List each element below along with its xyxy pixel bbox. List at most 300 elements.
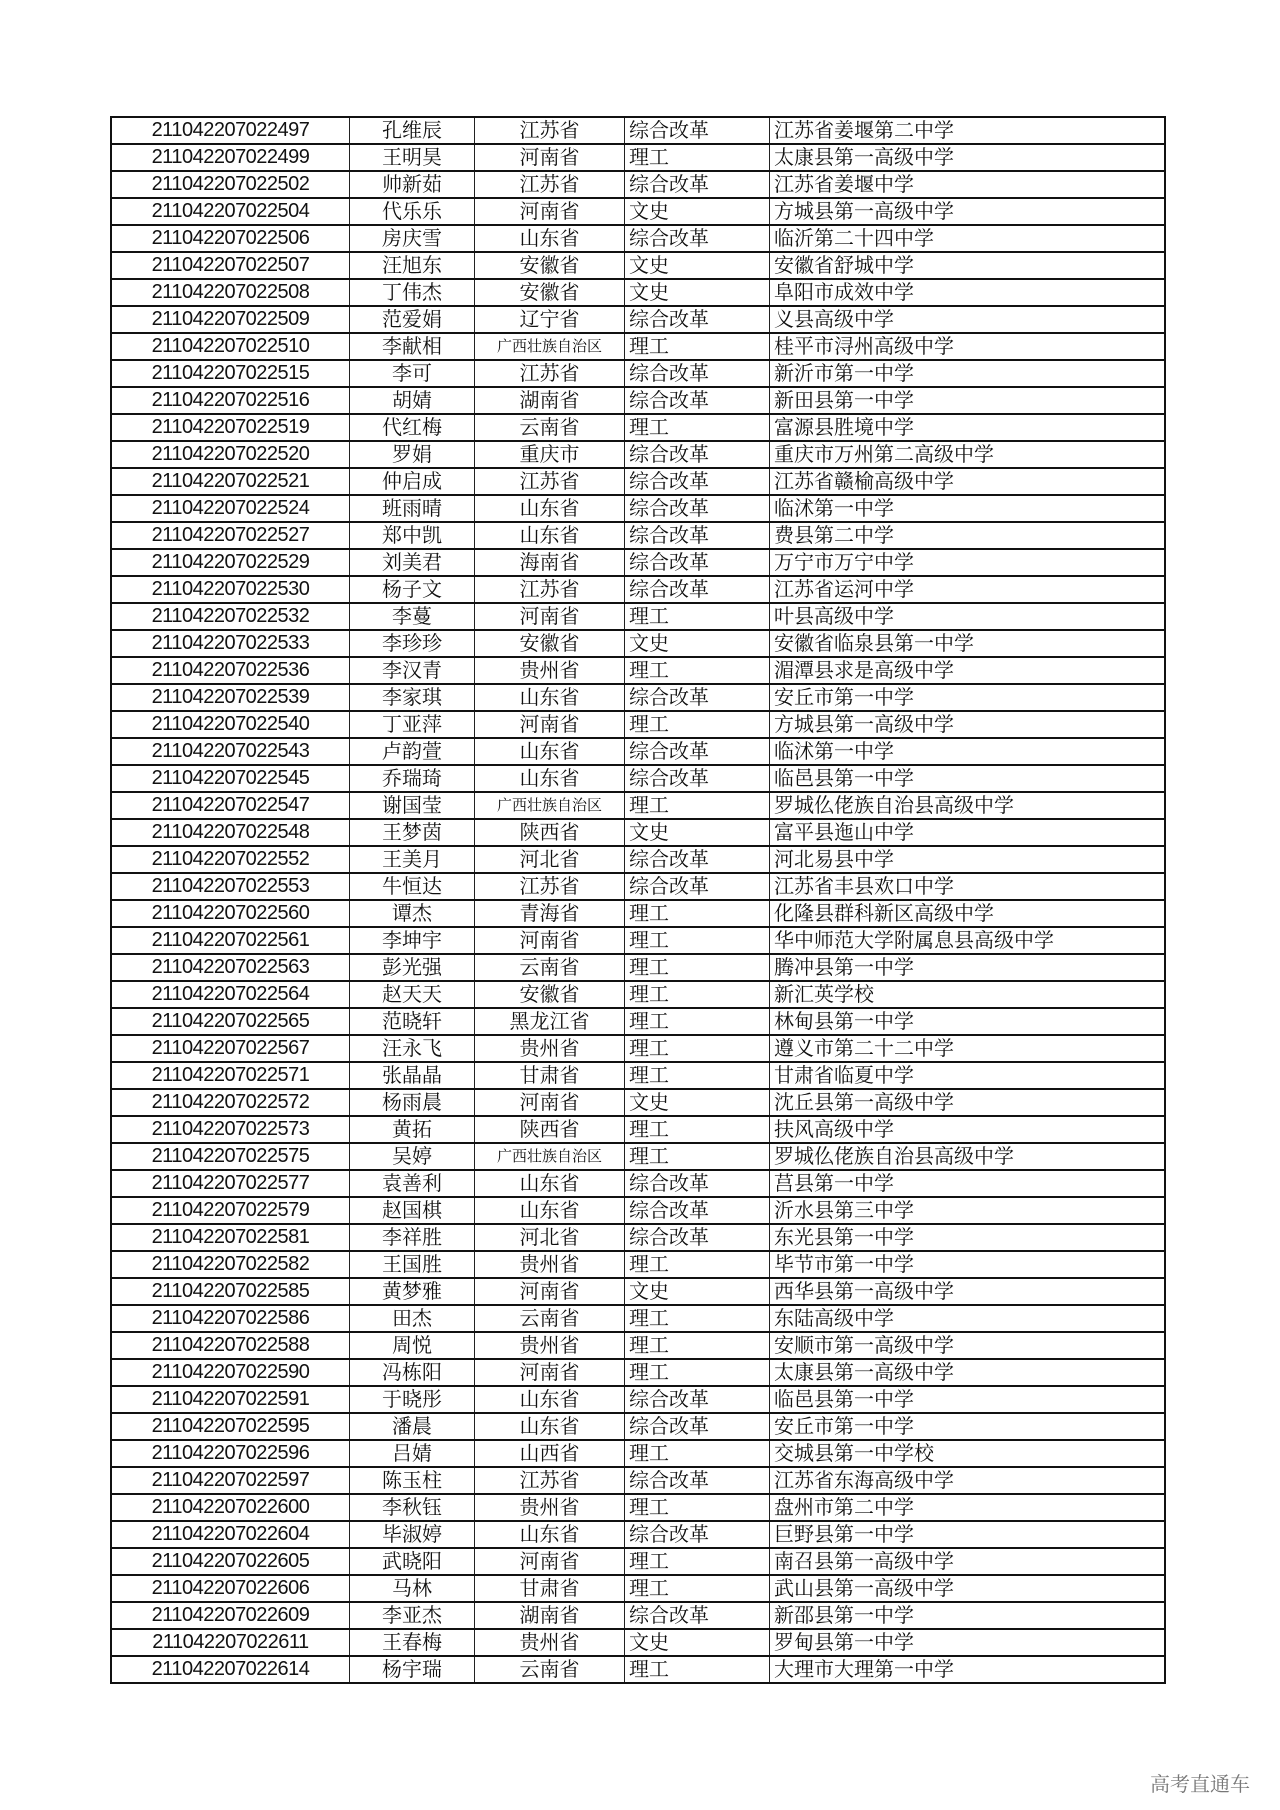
category-cell: 综合改革 (625, 1197, 770, 1224)
province-cell: 河南省 (475, 1548, 625, 1575)
province-cell: 安徽省 (475, 252, 625, 279)
table-row (111, 981, 1165, 1008)
table-row (111, 1278, 1165, 1305)
category-cell: 综合改革 (625, 306, 770, 333)
category-cell: 理工 (625, 1332, 770, 1359)
table-row (111, 441, 1165, 468)
table-row (111, 198, 1165, 225)
school-cell: 万宁市万宁中学 (770, 549, 1166, 576)
category-cell: 综合改革 (625, 441, 770, 468)
candidate-id-cell: 211042207022561 (111, 927, 350, 954)
student-name-cell: 代乐乐 (350, 198, 475, 225)
category-cell: 综合改革 (625, 684, 770, 711)
candidate-id-cell: 211042207022604 (111, 1521, 350, 1548)
table-row (111, 1170, 1165, 1197)
category-cell: 综合改革 (625, 1413, 770, 1440)
category-cell: 理工 (625, 981, 770, 1008)
student-name-cell: 杨雨晨 (350, 1089, 475, 1116)
province-cell: 江苏省 (475, 171, 625, 198)
table-row (111, 522, 1165, 549)
candidate-id-cell: 211042207022575 (111, 1143, 350, 1170)
school-cell: 安徽省临泉县第一中学 (770, 630, 1166, 657)
student-name-cell: 王梦茵 (350, 819, 475, 846)
school-cell: 江苏省姜堰第二中学 (770, 117, 1166, 144)
student-name-cell: 谢国莹 (350, 792, 475, 819)
table-row (111, 1062, 1165, 1089)
student-name-cell: 吕婧 (350, 1440, 475, 1467)
student-name-cell: 王明昊 (350, 144, 475, 171)
category-cell: 理工 (625, 1575, 770, 1602)
school-cell: 安顺市第一高级中学 (770, 1332, 1166, 1359)
student-name-cell: 汪永飞 (350, 1035, 475, 1062)
province-cell: 贵州省 (475, 1251, 625, 1278)
candidate-id-cell: 211042207022497 (111, 117, 350, 144)
category-cell: 理工 (625, 657, 770, 684)
table-row (111, 630, 1165, 657)
school-cell: 大理市大理第一中学 (770, 1656, 1166, 1683)
school-cell: 南召县第一高级中学 (770, 1548, 1166, 1575)
province-cell: 河南省 (475, 603, 625, 630)
school-cell: 富源县胜境中学 (770, 414, 1166, 441)
student-name-cell: 杨宇瑞 (350, 1656, 475, 1683)
candidate-id-cell: 211042207022586 (111, 1305, 350, 1332)
province-cell: 贵州省 (475, 1494, 625, 1521)
province-cell: 山东省 (475, 765, 625, 792)
province-cell: 山东省 (475, 1170, 625, 1197)
candidate-id-cell: 211042207022532 (111, 603, 350, 630)
candidate-id-cell: 211042207022509 (111, 306, 350, 333)
candidate-id-cell: 211042207022600 (111, 1494, 350, 1521)
school-cell: 太康县第一高级中学 (770, 1359, 1166, 1386)
table-row (111, 1035, 1165, 1062)
student-name-cell: 帅新茹 (350, 171, 475, 198)
category-cell: 综合改革 (625, 873, 770, 900)
school-cell: 江苏省东海高级中学 (770, 1467, 1166, 1494)
candidate-id-cell: 211042207022605 (111, 1548, 350, 1575)
student-name-cell: 潘晨 (350, 1413, 475, 1440)
candidate-id-cell: 211042207022545 (111, 765, 350, 792)
student-name-cell: 李蔓 (350, 603, 475, 630)
student-name-cell: 谭杰 (350, 900, 475, 927)
province-cell: 山东省 (475, 1413, 625, 1440)
student-name-cell: 黄拓 (350, 1116, 475, 1143)
candidate-id-cell: 211042207022533 (111, 630, 350, 657)
province-cell: 云南省 (475, 1656, 625, 1683)
student-name-cell: 冯栋阳 (350, 1359, 475, 1386)
school-cell: 东陆高级中学 (770, 1305, 1166, 1332)
school-cell: 临沭第一中学 (770, 495, 1166, 522)
category-cell: 综合改革 (625, 360, 770, 387)
candidate-id-cell: 211042207022543 (111, 738, 350, 765)
student-name-cell: 李坤宇 (350, 927, 475, 954)
candidate-id-cell: 211042207022540 (111, 711, 350, 738)
school-cell: 临邑县第一中学 (770, 765, 1166, 792)
school-cell: 盘州市第二中学 (770, 1494, 1166, 1521)
candidate-id-cell: 211042207022539 (111, 684, 350, 711)
category-cell: 理工 (625, 900, 770, 927)
category-cell: 理工 (625, 1143, 770, 1170)
candidate-id-cell: 211042207022548 (111, 819, 350, 846)
category-cell: 理工 (625, 1116, 770, 1143)
province-cell: 陕西省 (475, 819, 625, 846)
student-name-cell: 武晓阳 (350, 1548, 475, 1575)
table-row (111, 1440, 1165, 1467)
table-row (111, 333, 1165, 360)
province-cell: 江苏省 (475, 360, 625, 387)
province-cell: 山东省 (475, 1521, 625, 1548)
category-cell: 文史 (625, 1629, 770, 1656)
province-cell: 山西省 (475, 1440, 625, 1467)
student-name-cell: 乔瑞琦 (350, 765, 475, 792)
school-cell: 甘肃省临夏中学 (770, 1062, 1166, 1089)
candidate-id-cell: 211042207022567 (111, 1035, 350, 1062)
province-cell: 湖南省 (475, 1602, 625, 1629)
candidate-id-cell: 211042207022521 (111, 468, 350, 495)
candidate-id-cell: 211042207022573 (111, 1116, 350, 1143)
candidate-id-cell: 211042207022579 (111, 1197, 350, 1224)
candidate-id-cell: 211042207022553 (111, 873, 350, 900)
table-row (111, 765, 1165, 792)
student-name-cell: 田杰 (350, 1305, 475, 1332)
province-cell: 陕西省 (475, 1116, 625, 1143)
school-cell: 方城县第一高级中学 (770, 711, 1166, 738)
table-row (111, 657, 1165, 684)
category-cell: 理工 (625, 927, 770, 954)
candidate-id-cell: 211042207022577 (111, 1170, 350, 1197)
student-name-cell: 周悦 (350, 1332, 475, 1359)
table-row (111, 144, 1165, 171)
candidate-id-cell: 211042207022527 (111, 522, 350, 549)
school-cell: 罗城仫佬族自治县高级中学 (770, 1143, 1166, 1170)
category-cell: 综合改革 (625, 468, 770, 495)
category-cell: 理工 (625, 1251, 770, 1278)
province-cell: 山东省 (475, 1386, 625, 1413)
candidate-id-cell: 211042207022591 (111, 1386, 350, 1413)
student-name-cell: 杨子文 (350, 576, 475, 603)
province-cell: 山东省 (475, 225, 625, 252)
student-name-cell: 黄梦雅 (350, 1278, 475, 1305)
category-cell: 理工 (625, 1305, 770, 1332)
school-cell: 江苏省运河中学 (770, 576, 1166, 603)
province-cell: 山东省 (475, 1197, 625, 1224)
candidate-id-cell: 211042207022571 (111, 1062, 350, 1089)
student-name-cell: 房庆雪 (350, 225, 475, 252)
category-cell: 文史 (625, 1278, 770, 1305)
table-body (111, 117, 1165, 1683)
table-row (111, 900, 1165, 927)
province-cell: 河南省 (475, 144, 625, 171)
school-cell: 新沂市第一中学 (770, 360, 1166, 387)
student-name-cell: 孔维辰 (350, 117, 475, 144)
student-name-cell: 李珍珍 (350, 630, 475, 657)
candidate-id-cell: 211042207022499 (111, 144, 350, 171)
school-cell: 义县高级中学 (770, 306, 1166, 333)
candidate-id-cell: 211042207022560 (111, 900, 350, 927)
table-row (111, 1008, 1165, 1035)
school-cell: 安丘市第一中学 (770, 1413, 1166, 1440)
candidate-id-cell: 211042207022524 (111, 495, 350, 522)
candidate-id-cell: 211042207022552 (111, 846, 350, 873)
student-name-cell: 马林 (350, 1575, 475, 1602)
candidate-id-cell: 211042207022611 (111, 1629, 350, 1656)
category-cell: 理工 (625, 144, 770, 171)
student-name-cell: 袁善利 (350, 1170, 475, 1197)
category-cell: 综合改革 (625, 1602, 770, 1629)
category-cell: 理工 (625, 954, 770, 981)
school-cell: 新汇英学校 (770, 981, 1166, 1008)
student-name-cell: 胡婧 (350, 387, 475, 414)
student-name-cell: 李亚杰 (350, 1602, 475, 1629)
table-row (111, 846, 1165, 873)
student-name-cell: 卢韵萱 (350, 738, 475, 765)
school-cell: 腾冲县第一中学 (770, 954, 1166, 981)
category-cell: 理工 (625, 414, 770, 441)
student-name-cell: 毕淑婷 (350, 1521, 475, 1548)
school-cell: 巨野县第一中学 (770, 1521, 1166, 1548)
candidate-id-cell: 211042207022515 (111, 360, 350, 387)
school-cell: 新邵县第一中学 (770, 1602, 1166, 1629)
province-cell: 安徽省 (475, 981, 625, 1008)
category-cell: 综合改革 (625, 1467, 770, 1494)
table-row (111, 252, 1165, 279)
category-cell: 理工 (625, 1656, 770, 1683)
province-cell: 贵州省 (475, 1035, 625, 1062)
school-cell: 太康县第一高级中学 (770, 144, 1166, 171)
province-cell: 甘肃省 (475, 1575, 625, 1602)
school-cell: 化隆县群科新区高级中学 (770, 900, 1166, 927)
student-name-cell: 丁亚萍 (350, 711, 475, 738)
student-name-cell: 仲启成 (350, 468, 475, 495)
candidate-id-cell: 211042207022614 (111, 1656, 350, 1683)
table-row (111, 1413, 1165, 1440)
school-cell: 费县第二中学 (770, 522, 1166, 549)
category-cell: 理工 (625, 1440, 770, 1467)
province-cell: 江苏省 (475, 576, 625, 603)
school-cell: 阜阳市成效中学 (770, 279, 1166, 306)
student-name-cell: 赵国棋 (350, 1197, 475, 1224)
province-cell: 广西壮族自治区 (475, 1143, 625, 1170)
province-cell: 贵州省 (475, 1332, 625, 1359)
school-cell: 湄潭县求是高级中学 (770, 657, 1166, 684)
school-cell: 桂平市浔州高级中学 (770, 333, 1166, 360)
student-name-cell: 吴婷 (350, 1143, 475, 1170)
table-row (111, 1251, 1165, 1278)
student-name-cell: 李献相 (350, 333, 475, 360)
category-cell: 理工 (625, 1062, 770, 1089)
category-cell: 理工 (625, 792, 770, 819)
category-cell: 理工 (625, 1548, 770, 1575)
candidate-id-cell: 211042207022529 (111, 549, 350, 576)
category-cell: 综合改革 (625, 738, 770, 765)
student-name-cell: 李汉青 (350, 657, 475, 684)
province-cell: 江苏省 (475, 117, 625, 144)
candidate-id-cell: 211042207022519 (111, 414, 350, 441)
candidate-id-cell: 211042207022510 (111, 333, 350, 360)
school-cell: 富平县迤山中学 (770, 819, 1166, 846)
candidate-id-cell: 211042207022507 (111, 252, 350, 279)
watermark: 高考直通车 (1150, 1772, 1250, 1796)
category-cell: 综合改革 (625, 846, 770, 873)
candidate-id-cell: 211042207022504 (111, 198, 350, 225)
province-cell: 湖南省 (475, 387, 625, 414)
province-cell: 江苏省 (475, 468, 625, 495)
school-cell: 交城县第一中学校 (770, 1440, 1166, 1467)
school-cell: 东光县第一中学 (770, 1224, 1166, 1251)
category-cell: 理工 (625, 603, 770, 630)
table-row (111, 1359, 1165, 1386)
candidate-id-cell: 211042207022582 (111, 1251, 350, 1278)
student-name-cell: 牛恒达 (350, 873, 475, 900)
table-row (111, 495, 1165, 522)
candidate-id-cell: 211042207022595 (111, 1413, 350, 1440)
table-row (111, 1494, 1165, 1521)
table-row (111, 1089, 1165, 1116)
candidate-id-cell: 211042207022530 (111, 576, 350, 603)
candidate-id-cell: 211042207022609 (111, 1602, 350, 1629)
school-cell: 临邑县第一中学 (770, 1386, 1166, 1413)
school-cell: 林甸县第一中学 (770, 1008, 1166, 1035)
student-name-cell: 李秋钰 (350, 1494, 475, 1521)
table-row (111, 792, 1165, 819)
table-row (111, 927, 1165, 954)
candidate-id-cell: 211042207022597 (111, 1467, 350, 1494)
school-cell: 安徽省舒城中学 (770, 252, 1166, 279)
student-name-cell: 彭光强 (350, 954, 475, 981)
category-cell: 理工 (625, 1494, 770, 1521)
school-cell: 罗城仫佬族自治县高级中学 (770, 792, 1166, 819)
table-row (111, 873, 1165, 900)
province-cell: 河北省 (475, 1224, 625, 1251)
category-cell: 综合改革 (625, 495, 770, 522)
candidate-id-cell: 211042207022572 (111, 1089, 350, 1116)
province-cell: 云南省 (475, 414, 625, 441)
category-cell: 综合改革 (625, 1224, 770, 1251)
province-cell: 河南省 (475, 1359, 625, 1386)
student-name-cell: 刘美君 (350, 549, 475, 576)
province-cell: 安徽省 (475, 279, 625, 306)
school-cell: 罗甸县第一中学 (770, 1629, 1166, 1656)
province-cell: 重庆市 (475, 441, 625, 468)
table-row (111, 603, 1165, 630)
province-cell: 河南省 (475, 927, 625, 954)
school-cell: 临沭第一中学 (770, 738, 1166, 765)
candidate-id-cell: 211042207022564 (111, 981, 350, 1008)
category-cell: 综合改革 (625, 1386, 770, 1413)
province-cell: 云南省 (475, 954, 625, 981)
school-cell: 西华县第一高级中学 (770, 1278, 1166, 1305)
student-name-cell: 王美月 (350, 846, 475, 873)
category-cell: 综合改革 (625, 1170, 770, 1197)
student-name-cell: 于晓彤 (350, 1386, 475, 1413)
candidate-id-cell: 211042207022585 (111, 1278, 350, 1305)
category-cell: 综合改革 (625, 117, 770, 144)
school-cell: 莒县第一中学 (770, 1170, 1166, 1197)
category-cell: 理工 (625, 1008, 770, 1035)
candidate-id-cell: 211042207022508 (111, 279, 350, 306)
category-cell: 理工 (625, 1359, 770, 1386)
school-cell: 遵义市第二十二中学 (770, 1035, 1166, 1062)
table-row (111, 711, 1165, 738)
candidate-id-cell: 211042207022520 (111, 441, 350, 468)
table-row (111, 360, 1165, 387)
province-cell: 河南省 (475, 1089, 625, 1116)
table-row (111, 1305, 1165, 1332)
province-cell: 贵州省 (475, 657, 625, 684)
school-cell: 安丘市第一中学 (770, 684, 1166, 711)
candidate-id-cell: 211042207022502 (111, 171, 350, 198)
student-name-cell: 郑中凯 (350, 522, 475, 549)
table-row (111, 171, 1165, 198)
table-row (111, 954, 1165, 981)
province-cell: 广西壮族自治区 (475, 792, 625, 819)
table-row (111, 1602, 1165, 1629)
student-name-cell: 李祥胜 (350, 1224, 475, 1251)
category-cell: 综合改革 (625, 1521, 770, 1548)
table-row (111, 576, 1165, 603)
school-cell: 沂水县第三中学 (770, 1197, 1166, 1224)
province-cell: 河南省 (475, 198, 625, 225)
candidate-id-cell: 211042207022563 (111, 954, 350, 981)
candidate-id-cell: 211042207022581 (111, 1224, 350, 1251)
school-cell: 方城县第一高级中学 (770, 198, 1166, 225)
table-row (111, 1629, 1165, 1656)
candidate-id-cell: 211042207022596 (111, 1440, 350, 1467)
category-cell: 综合改革 (625, 765, 770, 792)
table-row (111, 1332, 1165, 1359)
school-cell: 武山县第一高级中学 (770, 1575, 1166, 1602)
table-row (111, 1467, 1165, 1494)
table-row (111, 414, 1165, 441)
table-row (111, 738, 1165, 765)
province-cell: 青海省 (475, 900, 625, 927)
category-cell: 理工 (625, 1035, 770, 1062)
province-cell: 海南省 (475, 549, 625, 576)
category-cell: 文史 (625, 819, 770, 846)
table-row (111, 1143, 1165, 1170)
student-name-cell: 丁伟杰 (350, 279, 475, 306)
student-name-cell: 罗娟 (350, 441, 475, 468)
province-cell: 河南省 (475, 711, 625, 738)
school-cell: 毕节市第一中学 (770, 1251, 1166, 1278)
candidate-id-cell: 211042207022516 (111, 387, 350, 414)
student-name-cell: 陈玉柱 (350, 1467, 475, 1494)
table-row (111, 1197, 1165, 1224)
province-cell: 河北省 (475, 846, 625, 873)
category-cell: 理工 (625, 333, 770, 360)
student-name-cell: 代红梅 (350, 414, 475, 441)
student-name-cell: 范晓轩 (350, 1008, 475, 1035)
candidate-id-cell: 211042207022590 (111, 1359, 350, 1386)
student-name-cell: 赵天天 (350, 981, 475, 1008)
province-cell: 山东省 (475, 522, 625, 549)
student-name-cell: 王春梅 (350, 1629, 475, 1656)
candidate-id-cell: 211042207022536 (111, 657, 350, 684)
school-cell: 新田县第一中学 (770, 387, 1166, 414)
candidate-id-cell: 211042207022565 (111, 1008, 350, 1035)
category-cell: 文史 (625, 1089, 770, 1116)
table-row (111, 387, 1165, 414)
school-cell: 临沂第二十四中学 (770, 225, 1166, 252)
student-name-cell: 班雨晴 (350, 495, 475, 522)
category-cell: 文史 (625, 279, 770, 306)
province-cell: 甘肃省 (475, 1062, 625, 1089)
table-row (111, 306, 1165, 333)
table-row (111, 684, 1165, 711)
province-cell: 河南省 (475, 1278, 625, 1305)
category-cell: 理工 (625, 711, 770, 738)
student-name-cell: 汪旭东 (350, 252, 475, 279)
table-row (111, 279, 1165, 306)
